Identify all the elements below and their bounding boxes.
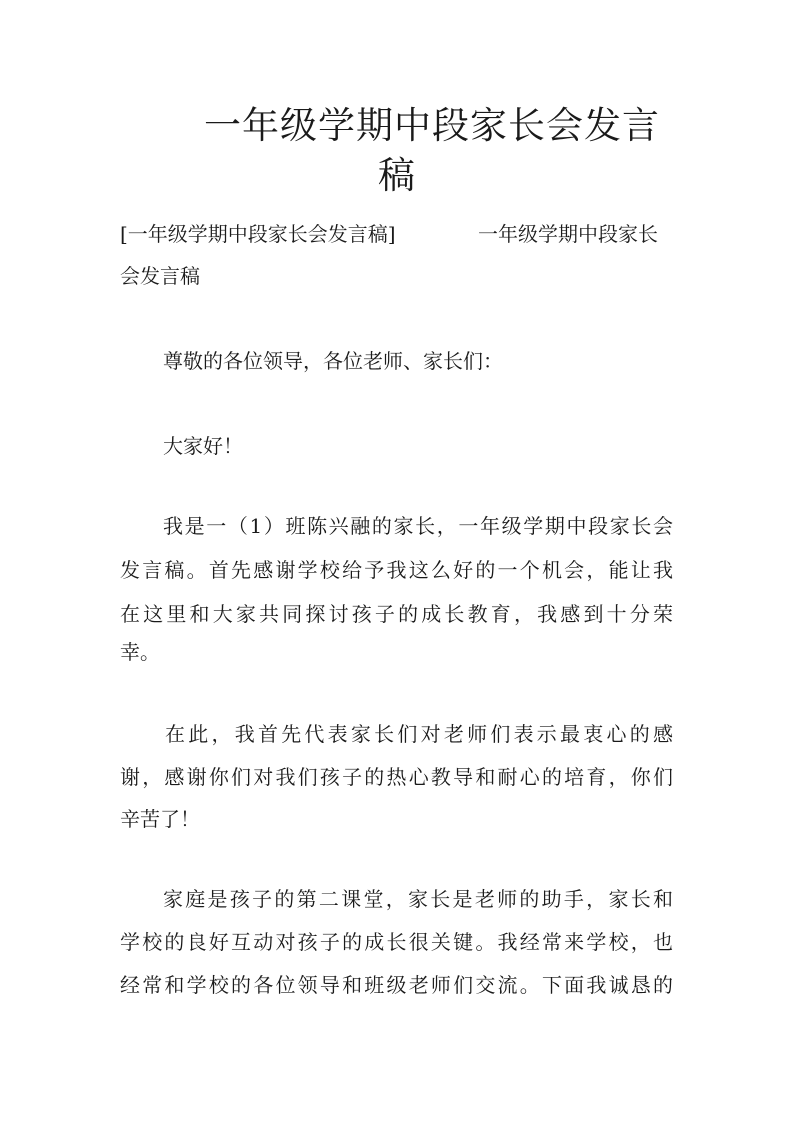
paragraph-3-line-2: 学校的良好互动对孩子的成长很关键。我经常来学校，也 — [120, 930, 673, 954]
greeting-line: 尊敬的各位领导，各位老师、家长们： — [163, 349, 503, 373]
paragraph-1-line-1: 我是一（1）班陈兴融的家长，一年级学期中段家长会 — [163, 514, 673, 538]
document-title-line-1: 一年级学期中段家长会发言 — [204, 104, 660, 147]
paragraph-1-line-3: 在这里和大家共同探讨孩子的成长教育，我感到十分荣 — [120, 602, 673, 626]
paragraph-3-line-3: 经常和学校的各位领导和班级老师们交流。下面我诚恳的 — [120, 973, 673, 997]
subtitle-bracketed: [一年级学期中段家长会发言稿] — [120, 222, 396, 246]
paragraph-2-line-2: 谢，感谢你们对我们孩子的热心教导和耐心的培育，你们 — [120, 765, 673, 789]
paragraph-2-line-1: 在此，我首先代表家长们对老师们表示最衷心的感 — [165, 722, 673, 746]
document-title-line-2: 稿 — [378, 154, 416, 197]
subtitle-continuation: 会发言稿 — [120, 264, 200, 288]
subtitle-repeat: 一年级学期中段家长 — [478, 222, 658, 246]
paragraph-1-line-4: 幸。 — [120, 640, 160, 664]
paragraph-1-line-2: 发言稿。首先感谢学校给予我这么好的一个机会，能让我 — [120, 558, 673, 582]
paragraph-2-line-3: 辛苦了！ — [120, 807, 200, 831]
paragraph-3-line-1: 家庭是孩子的第二课堂，家长是老师的助手，家长和 — [163, 887, 673, 911]
hello-line: 大家好！ — [163, 434, 243, 458]
